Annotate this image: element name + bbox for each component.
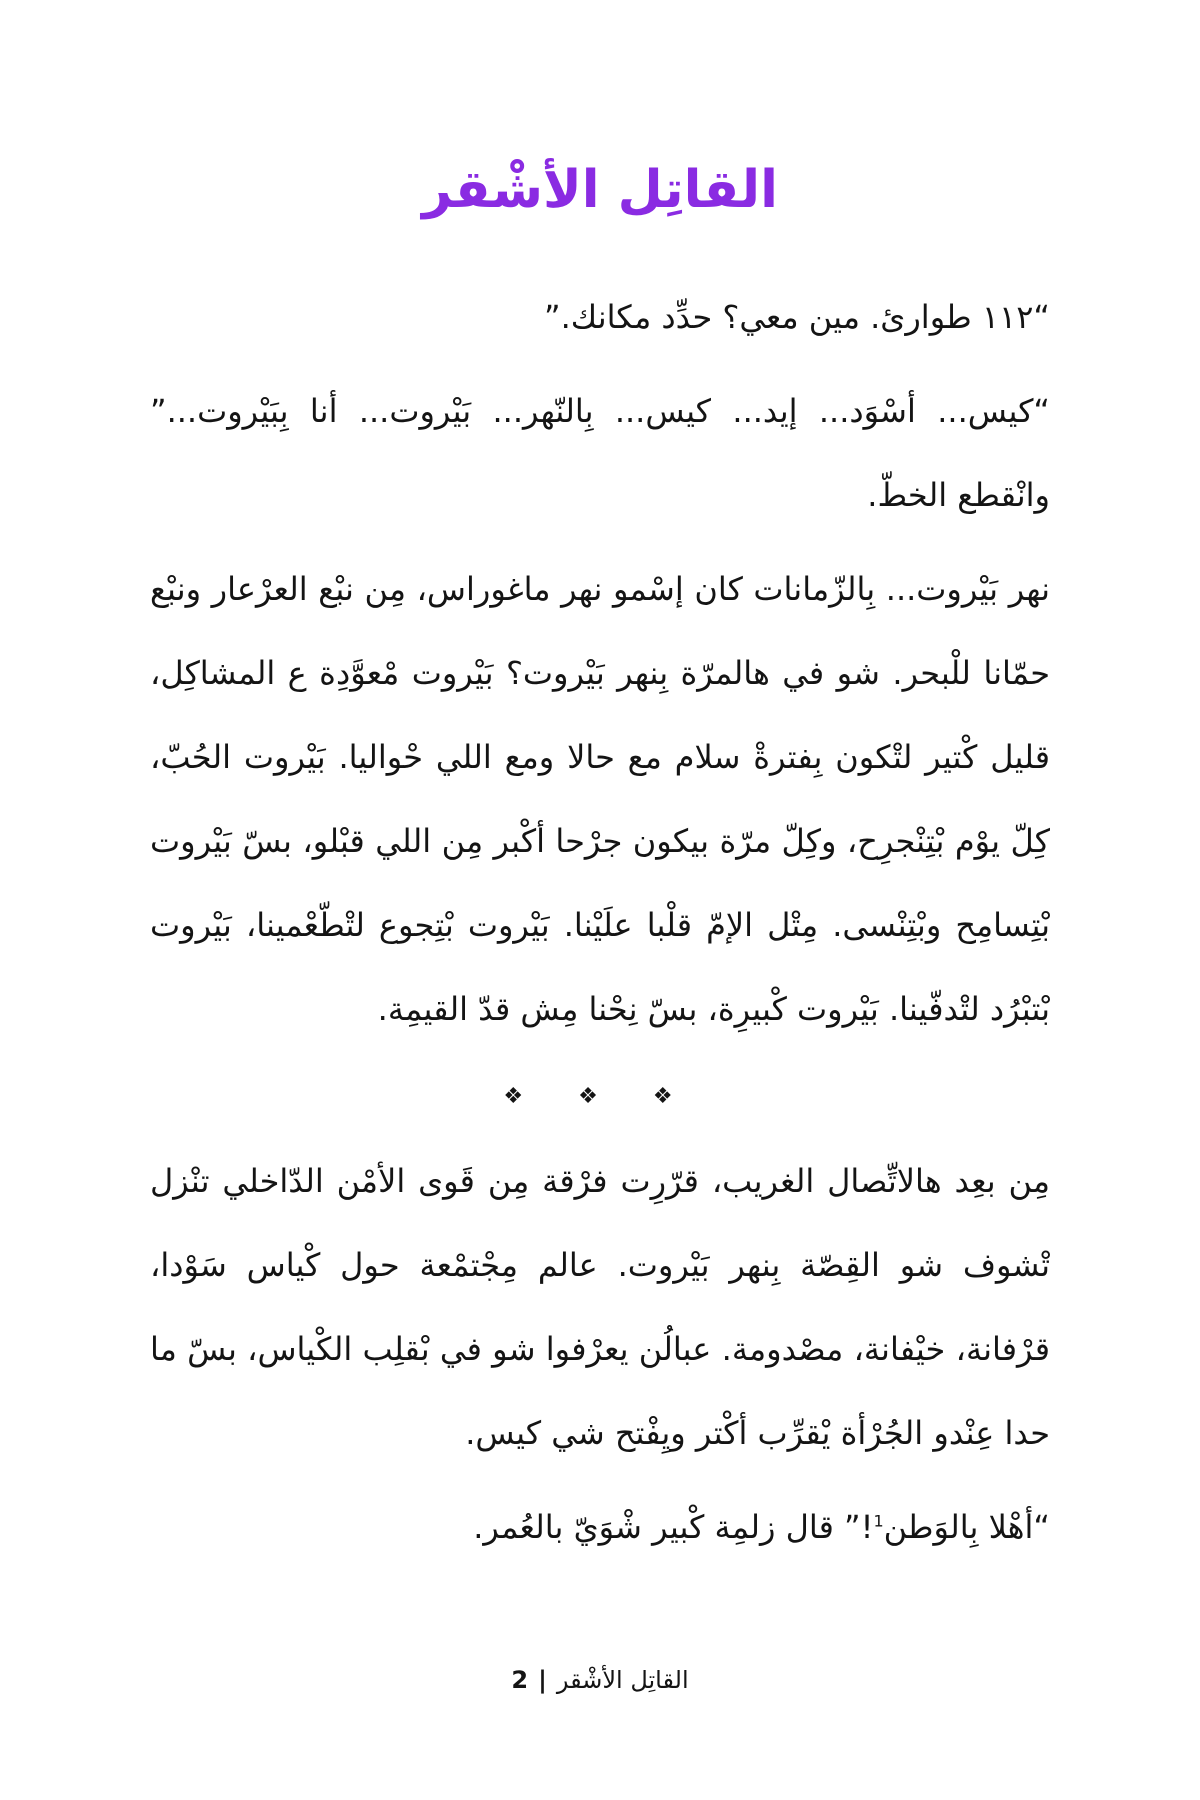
paragraph-3: نهر بَيْروت... بِالزّمانات كان إسْمو نهر ماغوراس، مِن نبْع العرْعار ونبْع حمّانا للْبحر. شو في هالمرّة بِنهر بَيْروت؟ بَيْروت مْعوَّدِة ع المشاكِل، قليل كْتير لتْكون بِفترةْ سلام مع حالا ومع اللي حْواليا. بَيْروت الحُبّ، كِلّ يوْم بْتِنْجرِح، وكِلّ مرّة بيكون جرْحا أكْبر مِن اللي قبْلو، بسّ بَيْروت بْتِسامِح وبْتِنْسى. مِتْل الإمّ قلْبا علَيْنا. بَيْروت بْتِجوع لتْطّعْمينا، بَيْروت بْتبْرُد لتْدفّينا. بَيْروت كْبيرِة، بسّ نِحْنا مِش قدّ القيمِة. xyxy=(150,570,1050,1028)
paragraph-2: “كيس... أسْوَد... إيد... كيس... بِالنّهر... بَيْروت... أنا بِبَيْروت...” وانْقطع الخطّ. xyxy=(150,392,1050,514)
footer-title: القاتِل الأشْقر xyxy=(556,1666,689,1694)
quote-open: “أهْلا بِالوَطن xyxy=(883,1508,1050,1546)
footnote-marker[interactable]: 1 xyxy=(873,1511,884,1531)
page-footer xyxy=(0,1660,1200,1700)
chapter-body xyxy=(150,275,1050,1569)
paragraph-4: مِن بعِد هالاتِّصال الغريب، قرّرِت فرْقة مِن قَوى الأمْن الدّاخلي تنْزل تْشوف شو القِصّة بِنهر بَيْروت. عالم مِجْتمْعة حول كْياس سَوْدا، قرْفانة، خيْفانة، مصْدومة. عبالُن يعرْفوا شو في بْقلِب الكْياس، بسّ ما حدا عِنْدو الجُرْأة يْقرِّب أكْتر ويِفْتح شي كيس. xyxy=(150,1162,1050,1452)
paragraph-5 xyxy=(150,1485,1050,1569)
quote-close: !” قال زلمِة كْبير شْوَيّ بالعُمر. xyxy=(473,1508,874,1546)
page-number: 2 xyxy=(511,1666,529,1694)
footer-separator: | xyxy=(538,1666,547,1694)
page-title: القاتِل الأشْقر xyxy=(422,160,778,220)
paragraph-1: “١١٢ طوارئ. مين معي؟ حدِّد مكانك.” xyxy=(544,298,1050,336)
section-divider: ❖ ❖ ❖ xyxy=(503,1084,697,1109)
